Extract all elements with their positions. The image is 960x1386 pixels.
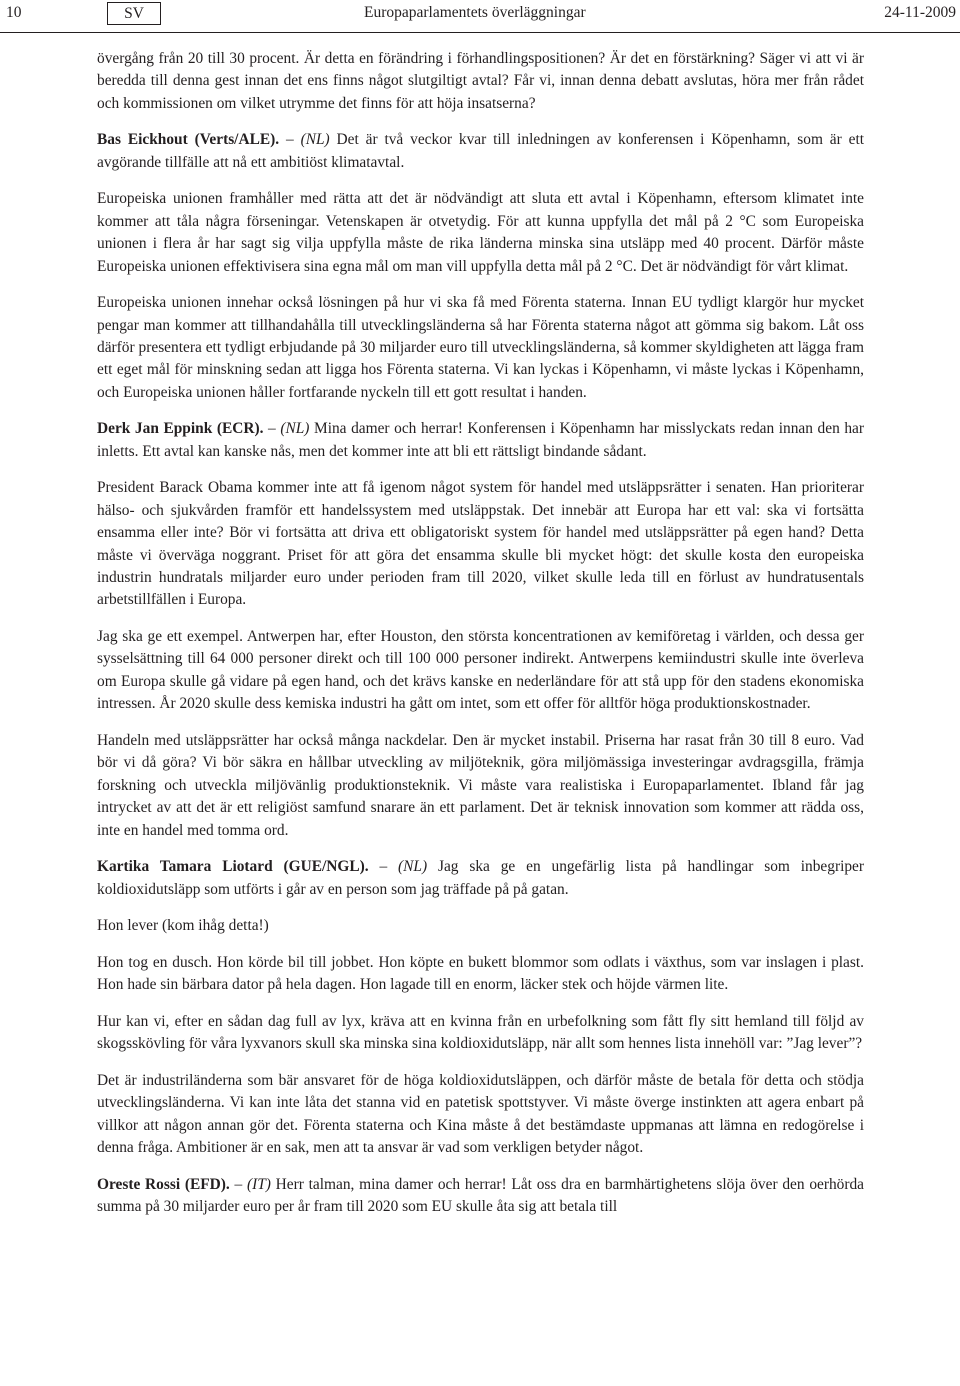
transcript-body	[97, 48, 864, 1233]
paragraph: Handeln med utsläppsrätter har också många nackdelar. Den är mycket instabil. Priserna har rasat från 30 till 8 euro. Vad bör vi då göra? Vi bör säkra en hållbar utveckling av miljöteknik, göra miljömässiga investeringar avdragsgilla, främja forskning och utveckla miljövänlig produktionsteknik. Vi måste vara realistiska i Europaparlamentet. Ibland får jag intrycket av att det är ett religiöst samfund snarare än ett parlament. Det är teknisk innovation som kommer att rädda oss, inte en handel med tomma ord.	[97, 731, 864, 839]
speech-paragraph: Oreste Rossi (EFD). – (IT) Herr talman, mina damer och herrar! Låt oss dra en barmhärtighetens slöja över den oerhörda summa på 30 miljarder euro per år fram till 2020 som EU skulle åta sig att betala till	[97, 1175, 865, 1215]
language-tag: (IT)	[246, 1175, 271, 1193]
sitting-date: 24-11-2009	[884, 4, 956, 21]
paragraph: Hon lever (kom ihåg detta!)	[97, 917, 269, 935]
speech-paragraph: Kartika Tamara Liotard (GUE/NGL). – (NL) Jag ska ge en ungefärlig lista på handlingar som inbegriper koldioxidutsläpp som utförts i går av en person som jag träffade på på gatan.	[97, 858, 864, 898]
paragraph: övergång från 20 till 30 procent. Är detta en förändring i förhandlingspositionen? Är det en förstärkning? Säger vi att vi är beredda till denna gest innan det ens finns något slutgiltigt avtal? Får vi, innan denna debatt avslutas, höra mer från rådet och kommissionen om vilket utrymme det finns för att höja insatserna?	[97, 50, 864, 112]
language-tag: (NL)	[300, 131, 330, 149]
paragraph: Hur kan vi, efter en sådan dag full av lyx, kräva att en kvinna från en urbefolkning som fått fly sitt hemland till följd av skogsskövling för våra lyxvanors skull ska minska sina koldioxidutsläpp, när allt som hennes lista innehöll var: ”Jag lever”?	[97, 1012, 864, 1053]
language-tag: (NL)	[280, 420, 310, 438]
speaker-name: Kartika Tamara Liotard (GUE/NGL).	[97, 858, 369, 876]
paragraph: Europeiska unionen framhåller med rätta att det är nödvändigt att sluta ett avtal i Köpenhamn, eftersom klimatet inte kommer att tåla några förseningar. Vetenskapen är otvetydig. För att kunna uppfylla det mål på 2 °C som Europeiska unionen i flera år har sagt sig vilja uppfylla måste de rika länderna minska sina utsläpp med 40 procent. Därför måste Europeiska unionen effektivisera sina egna mål om man vill uppfylla detta mål på 2 °C. Det är nödvändigt för vårt klimat.	[97, 190, 864, 275]
paragraph: Jag ska ge ett exempel. Antwerpen har, efter Houston, den största koncentrationen av kemiföretag i världen, och dessa ger sysselsättning till 64 000 personer direkt och till 100 000 personer indirekt. Antwerpens kemiindustri skulle inte överleva om Europa skulle gå vidare på egen hand, och det krävs kanske en nederländare för att stå upp för den stadens ekonomiska intressen. År 2020 skulle dess kemiska industri ha gått om intet, som ett offer för alltför höga produktionskostnader.	[97, 628, 864, 713]
paragraph: Det är industriländerna som bär ansvaret för de höga koldioxidutsläppen, och därför måste de betala för detta och stödja utvecklingsländerna. Vi kan inte låta det stanna vid en patetisk spottstyver. Vi måste överge instinkten att agera enbart på villkor att någon annan gör det. Förenta staterna och Kina måste å det bestämdaste uppmanas att lämna en redogörelse i denna fråga. Ambitioner är en sak, men att ta ansvar är vad som verkligen betyder något.	[97, 1071, 864, 1156]
speech-paragraph: Bas Eickhout (Verts/ALE). – (NL) Det är två veckor kvar till inledningen av konferensen i Köpenhamn, som är ett avgörande tillfälle att nå ett ambitiöst klimatavtal.	[97, 131, 865, 171]
page-header	[0, 0, 960, 33]
paragraph: Europeiska unionen innehar också lösningen på hur vi ska få med Förenta staterna. Innan EU tydligt klargör hur mycket pengar man kommer att tillhandahålla till utvecklingsländerna så har Förenta staterna något att gömma sig bakom. Låt oss därför presentera ett tydligt erbjudande på 30 miljarder euro till utvecklingsländerna, så kommer skyldigheten att lägga fram ett eget mål för minskning sedan att ligga hos Förenta staterna. Vi kan lyckas i Köpenhamn, vi måste lyckas i Köpenhamn, och Europeiska unionen håller fortfarande nyckeln till ett gott resultat i handen.	[97, 294, 864, 401]
speaker-name: Derk Jan Eppink (ECR).	[97, 420, 264, 438]
language-tag: (NL)	[398, 858, 428, 876]
speaker-name: Bas Eickhout (Verts/ALE).	[97, 131, 280, 149]
speech-paragraph: Derk Jan Eppink (ECR). – (NL) Mina damer och herrar! Konferensen i Köpenhamn har misslyckats redan innan den har inletts. Ett avtal kan kanske nås, men det kommer inte att bli ett rättsligt bindande sådant.	[97, 420, 865, 460]
page-number: 10	[6, 4, 22, 21]
publication-title: Europaparlamentets överläggningar	[364, 4, 586, 21]
paragraph: Hon tog en dusch. Hon körde bil till jobbet. Hon köpte en bukett blommor som odlats i växthus, som var inslagen i plast. Hon hade sin bärbara dator på hela dagen. Hon lagade till en enorm, läcker stek och höjde värmen lite.	[97, 953, 864, 994]
language-box: SV	[107, 2, 161, 25]
speaker-name: Oreste Rossi (EFD).	[97, 1175, 230, 1193]
paragraph: President Barack Obama kommer inte att få igenom något system för handel med utsläppsrätter i senaten. Han prioriterar hälso- och sjukvården framför ett handelssystem med utsläppstak. Det innebär att Europa har ett val: ska vi fortsätta ensamma eller inte? Bör vi fortsätta att driva ett obligatoriskt system för handel med utsläppsrätter på egen hand? Detta måste vi överväga noggrant. Priset för att göra det ensamma skulle bli mycket högt: det skulle kosta den europeiska industrin hundratals miljarder euro under perioden fram till 2020, vilket skulle leda till en förlust av hundratusentals arbetstillfällen i Europa.	[97, 479, 864, 609]
